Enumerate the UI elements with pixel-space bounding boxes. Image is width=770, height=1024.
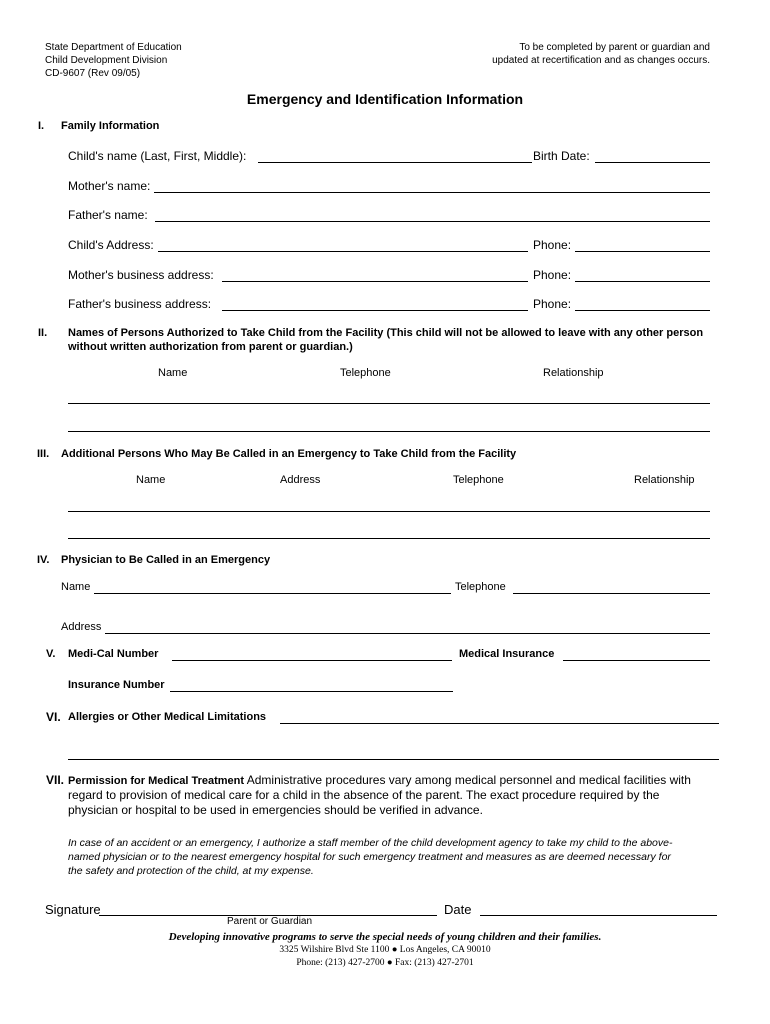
signature-label: Signature	[45, 902, 101, 917]
fathers-name-field[interactable]	[155, 221, 710, 222]
allergies-field-1[interactable]	[280, 723, 719, 724]
medical-insurance-label: Medical Insurance	[459, 648, 555, 660]
section-1-number: I.	[38, 120, 45, 132]
physician-address-label: Address	[61, 621, 102, 633]
footer-address: 3325 Wilshire Blvd Ste 1100 ● Los Angeles, CA 90010	[279, 945, 491, 955]
physician-telephone-field[interactable]	[513, 593, 710, 594]
section-7-para-line-1	[68, 773, 691, 789]
section-7-title: Permission for Medical Treatment	[68, 775, 245, 787]
section-7-text-3: physician or hospital to be used in emergencies should be verified in advance.	[68, 803, 483, 817]
phone-1-field[interactable]	[575, 251, 710, 252]
section-6-number: VI.	[46, 710, 61, 724]
mothers-business-field[interactable]	[222, 281, 528, 282]
section-2-number: II.	[38, 327, 48, 339]
fathers-business-label: Father's business address:	[68, 297, 212, 311]
authorization-line-3: the safety and protection of the child, at my expense.	[68, 865, 314, 877]
footer-motto: Developing innovative programs to serve the special needs of young children and their families.	[168, 931, 602, 943]
additional-person-line-2[interactable]	[68, 538, 710, 539]
childs-address-label: Child's Address:	[68, 238, 154, 252]
section-7-number: VII.	[46, 773, 65, 787]
date-label: Date	[444, 902, 472, 917]
mothers-name-field[interactable]	[154, 192, 710, 193]
phone-2-label: Phone:	[533, 268, 572, 282]
phone-3-label: Phone:	[533, 297, 572, 311]
form-id: CD-9607 (Rev 09/05)	[45, 68, 141, 79]
agency-line-1: State Department of Education	[45, 42, 182, 53]
section-2-col-telephone: Telephone	[340, 367, 391, 379]
section-2-col-name: Name	[158, 367, 188, 379]
authorization-line-1: In case of an accident or an emergency, I authorize a staff member of the child development agency to take my child to the above-	[68, 837, 673, 849]
footer-phone: Phone: (213) 427-2700 ● Fax: (213) 427-2701	[296, 958, 474, 968]
phone-3-field[interactable]	[575, 310, 710, 311]
medi-cal-field[interactable]	[172, 660, 452, 661]
childs-name-field[interactable]	[258, 162, 532, 163]
section-1-title: Family Information	[61, 120, 160, 132]
section-3-col-address: Address	[280, 474, 321, 486]
fathers-business-field[interactable]	[222, 310, 528, 311]
section-2-col-relationship: Relationship	[543, 367, 604, 379]
physician-name-label: Name	[61, 581, 91, 593]
childs-address-field[interactable]	[158, 251, 528, 252]
note-line-1: To be completed by parent or guardian and	[519, 42, 710, 53]
physician-name-field[interactable]	[94, 593, 451, 594]
authorization-line-2: named physician or to the nearest emergency hospital for such emergency treatment and measures as are deemed necessary for	[68, 851, 671, 863]
phone-2-field[interactable]	[575, 281, 710, 282]
section-3-col-telephone: Telephone	[453, 474, 504, 486]
fathers-name-label: Father's name:	[68, 208, 148, 222]
section-7-text-2: regard to provision of medical care for a child in the absence of the parent. The exact procedure required by the	[68, 788, 660, 802]
birth-date-label: Birth Date:	[533, 149, 590, 163]
physician-telephone-label: Telephone	[455, 581, 506, 593]
section-2-title-line-1: Names of Persons Authorized to Take Child from the Facility (This child will not be allowed to leave with any other person	[68, 327, 704, 339]
section-3-col-relationship: Relationship	[634, 474, 695, 486]
section-3-title: Additional Persons Who May Be Called in an Emergency to Take Child from the Facility	[61, 448, 517, 460]
medi-cal-label: Medi-Cal Number	[68, 648, 159, 660]
section-3-number: III.	[37, 448, 50, 460]
insurance-number-field[interactable]	[170, 691, 453, 692]
agency-line-2: Child Development Division	[45, 55, 168, 66]
section-2-title-line-2: without written authorization from parent or guardian.)	[68, 341, 353, 353]
insurance-number-label: Insurance Number	[68, 679, 165, 691]
phone-1-label: Phone:	[533, 238, 572, 252]
mothers-business-label: Mother's business address:	[68, 268, 214, 282]
note-line-2: updated at recertification and as changes occurs.	[492, 55, 710, 66]
section-5-number: V.	[46, 648, 56, 660]
medical-insurance-field[interactable]	[563, 660, 710, 661]
date-field[interactable]	[480, 915, 717, 916]
childs-name-label: Child's name (Last, First, Middle):	[68, 149, 247, 163]
authorized-person-line-1[interactable]	[68, 403, 710, 404]
allergies-field-2[interactable]	[68, 759, 719, 760]
section-4-title: Physician to Be Called in an Emergency	[61, 554, 271, 566]
authorized-person-line-2[interactable]	[68, 431, 710, 432]
physician-address-field[interactable]	[105, 633, 710, 634]
section-4-number: IV.	[37, 554, 50, 566]
page-title: Emergency and Identification Information	[246, 91, 524, 107]
section-3-col-name: Name	[136, 474, 166, 486]
mothers-name-label: Mother's name:	[68, 179, 151, 193]
birth-date-field[interactable]	[595, 162, 710, 163]
section-7-text-1: Administrative procedures vary among medical personnel and medical facilities with	[246, 773, 691, 787]
additional-person-line-1[interactable]	[68, 511, 710, 512]
allergies-label: Allergies or Other Medical Limitations	[68, 711, 267, 723]
parent-guardian-label: Parent or Guardian	[227, 916, 313, 927]
